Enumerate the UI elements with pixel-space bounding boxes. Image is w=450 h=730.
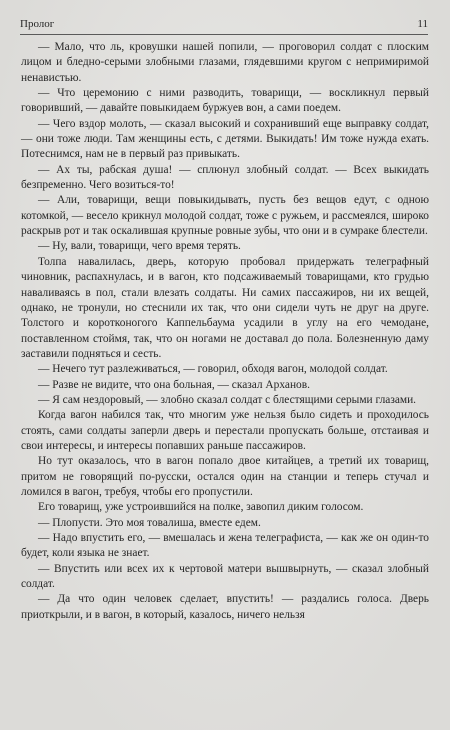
paragraph: — Я сам нездоровый, — злобно сказал солдат с блестящими серыми глазами. <box>38 393 417 406</box>
paragraph: — Надо впустить его, — вмешалась и жена телеграфиста, — как же он один-то будет, коли языка не знает. <box>21 532 429 560</box>
paragraph: — Мало, что ль, кровушки нашей попили, — проговорил солдат с плоским лицом и бледно-серыми злобными глазами, глядевшими кругом с непримиримой ненавистью. <box>21 41 429 84</box>
paragraph: — Да что один человек сделает, впустить! — раздались голоса. Дверь приоткрыли, и в вагон, в который, казалось, ничего нельзя <box>21 593 429 621</box>
paragraph: — Ах ты, рабская душа! — сплюнул злобный солдат. — Всех выкидать безпременно. Чего возиться-то! <box>21 163 429 192</box>
paragraph: — Что церемонию с ними разводить, товарищи, — воскликнул первый говоривший, — давайте повыкидаем буржуев вон, а сами поедем. <box>21 87 429 115</box>
chapter-title: Пролог <box>20 18 55 30</box>
paragraph: — Нечего тут разлеживаться, — говорил, обходя вагон, молодой солдат. <box>38 363 388 376</box>
paragraph: Но тут оказалось, что в вагон попало двое китайцев, а третий их товарищ, притом не говорящий по-русски, остался один на станции и теперь стучал и ломился в вагон, требуя, чтобы его пропустили. <box>21 455 429 498</box>
paragraph: — Али, товарищи, вещи повыкидывать, пусть без вещов едут, с одною котомкой, — весело крикнул молодой солдат, тоже с ружьем, и рассмеялся, широко раскрыв рот и так оскалившая крупные ровные зубы, что они и в сумраке блестели. <box>21 194 429 238</box>
paragraph: Когда вагон набился так, что многим уже нельзя было сидеть и проходилось стоять, сами солдаты заперли дверь и перестали пропускать больше, отстаивая и свои интересы, и интересы попавших раньше пассажиров. <box>21 409 429 452</box>
body-text <box>21 40 429 623</box>
page-number: 11 <box>417 18 428 30</box>
paragraph: — Разве не видите, что она больная, — сказал Арханов. <box>38 378 310 391</box>
paragraph: Его товарищ, уже устроившийся на полке, завопил диким голосом. <box>38 501 364 514</box>
paragraph: — Впустить или всех их к чертовой матери вышвырнуть, — сказал злобный солдат. <box>21 562 429 591</box>
running-header <box>20 18 428 35</box>
paragraph: — Плопусти. Это моя товалиша, вместе едем. <box>38 516 261 529</box>
paragraph: Толпа навалилась, дверь, которую пробовал придержать телеграфный чиновник, распахнулась, и в вагон, кто подсаживаемый товарищами, кто грудью наваливаясь в пол, стали влезать солдаты. Ни самих пассажиров, ни их вещей, однако, не тронули, но стеснили их так, что они сидели чуть не друг на друге. Толстого и коротконогого Каппельбаума усадили в углу на его чемодане, поставленном стоймя, так, что он ногами не доставал до пола. Болезненную даму заставили подняться и сесть. <box>21 255 429 360</box>
paragraph: — Ну, вали, товарищи, чего время терять. <box>38 240 241 253</box>
paragraph: — Чего вздор молоть, — сказал высокий и сохранивший еще выправку солдат, — они тоже люди. Там женщины есть, с детями. Выкидать! Им тоже нужда ехать. Потеснимся, нам не в первый раз привыкать. <box>21 117 429 161</box>
